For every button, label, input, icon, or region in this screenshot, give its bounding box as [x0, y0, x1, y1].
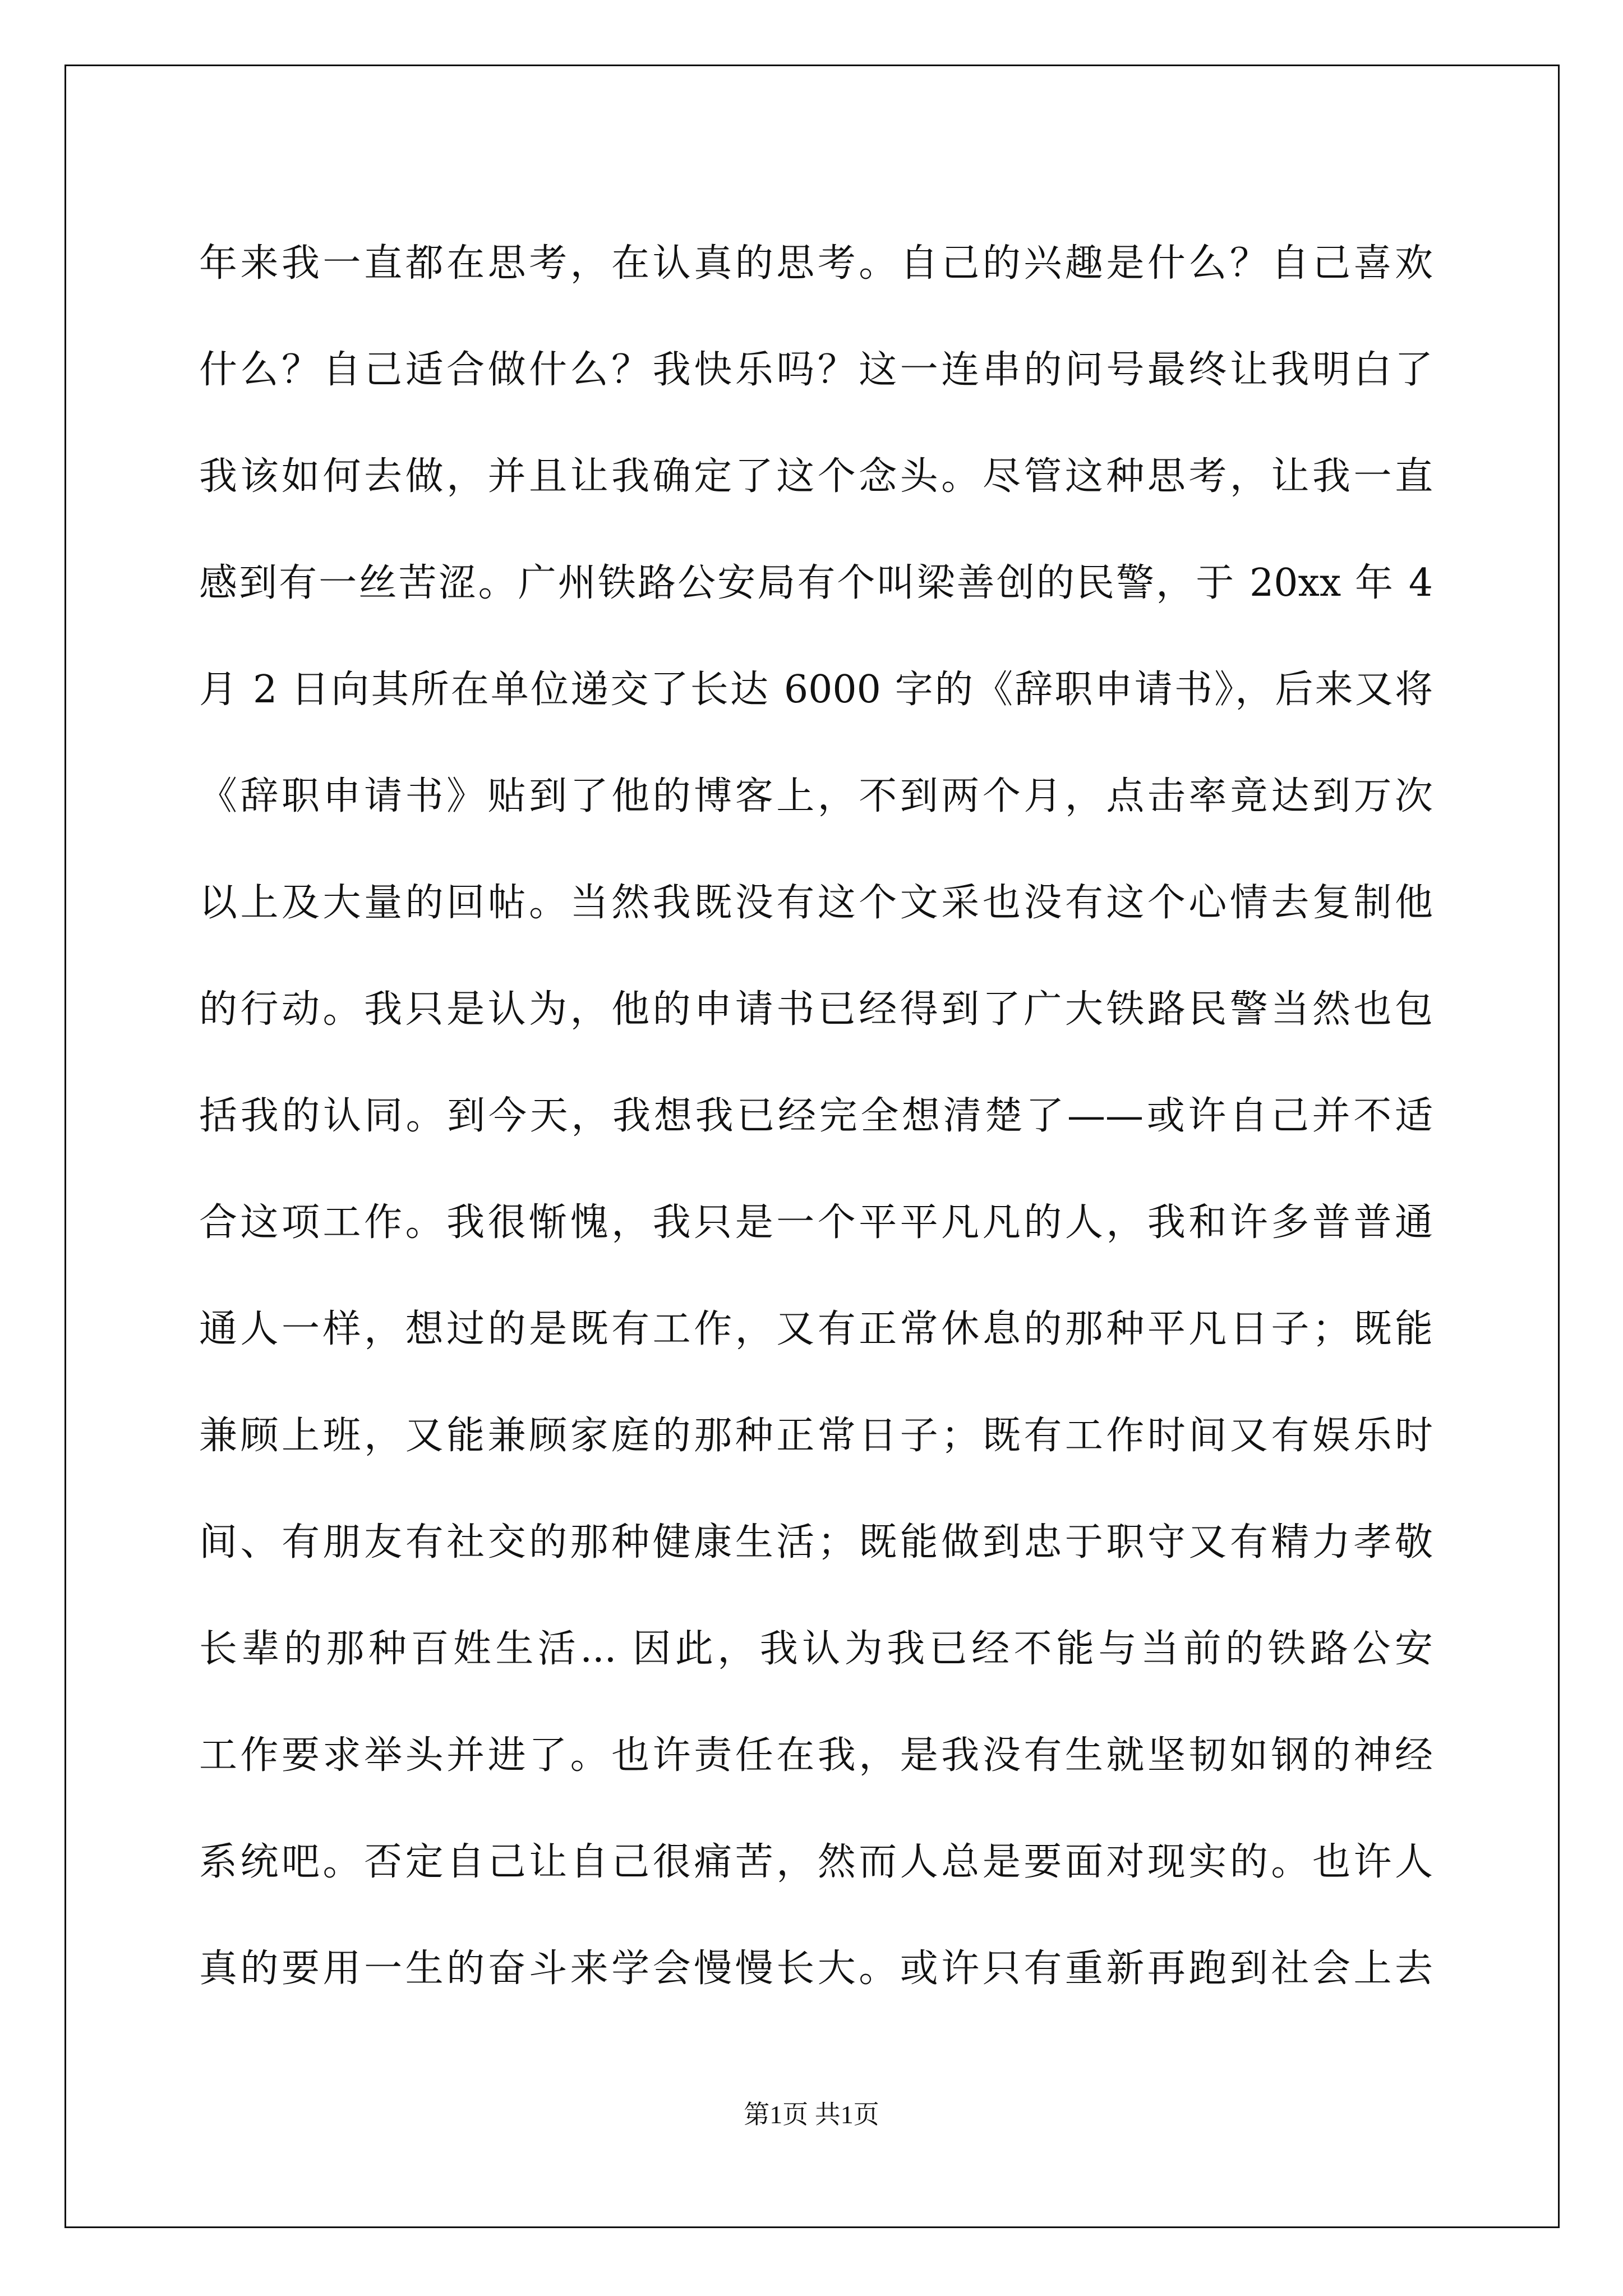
document-body [199, 210, 1433, 2022]
body-line: 感到有一丝苦涩。广州铁路公安局有个叫梁善创的民警，于 20xx 年 4 [199, 561, 1433, 605]
body-line: 括我的认同。到今天，我想我已经完全想清楚了——或许自己并不适 [199, 1094, 1433, 1138]
body-line: 系统吧。否定自己让自己很痛苦，然而人总是要面对现实的。也许人 [199, 1840, 1433, 1884]
body-line: 长辈的那种百姓生活... 因此，我认为我已经不能与当前的铁路公安 [199, 1627, 1433, 1671]
body-line: 年来我一直都在思考，在认真的思考。自己的兴趣是什么？自己喜欢 [199, 241, 1433, 286]
page-number-footer: 第1页 共1页 [744, 2100, 879, 2129]
body-line: 以上及大量的回帖。当然我既没有这个文采也没有这个心情去复制他 [199, 881, 1433, 925]
body-line: 间、有朋友有社交的那种健康生活；既能做到忠于职守又有精力孝敬 [199, 1520, 1433, 1565]
body-line: 的行动。我只是认为，他的申请书已经得到了广大铁路民警当然也包 [199, 987, 1433, 1032]
body-line: 真的要用一生的奋斗来学会慢慢长大。或许只有重新再跑到社会上去 [199, 1947, 1433, 1991]
body-line: 《辞职申请书》贴到了他的博客上，不到两个月，点击率竟达到万次 [199, 774, 1433, 818]
body-line: 合这项工作。我很惭愧，我只是一个平平凡凡的人，我和许多普普通 [199, 1200, 1433, 1245]
body-line: 月 2 日向其所在单位递交了长达 6000 字的《辞职申请书》，后来又将 [199, 668, 1433, 712]
body-line: 兼顾上班，又能兼顾家庭的那种正常日子；既有工作时间又有娱乐时 [199, 1414, 1433, 1458]
body-line: 什么？自己适合做什么？我快乐吗？这一连串的问号最终让我明白了 [199, 348, 1433, 392]
body-line: 工作要求举头并进了。也许责任在我，是我没有生就坚韧如钢的神经 [199, 1733, 1433, 1778]
body-line: 通人一样，想过的是既有工作，又有正常休息的那种平凡日子；既能 [199, 1307, 1433, 1351]
body-line: 我该如何去做，并且让我确定了这个念头。尽管这种思考，让我一直 [199, 454, 1433, 499]
